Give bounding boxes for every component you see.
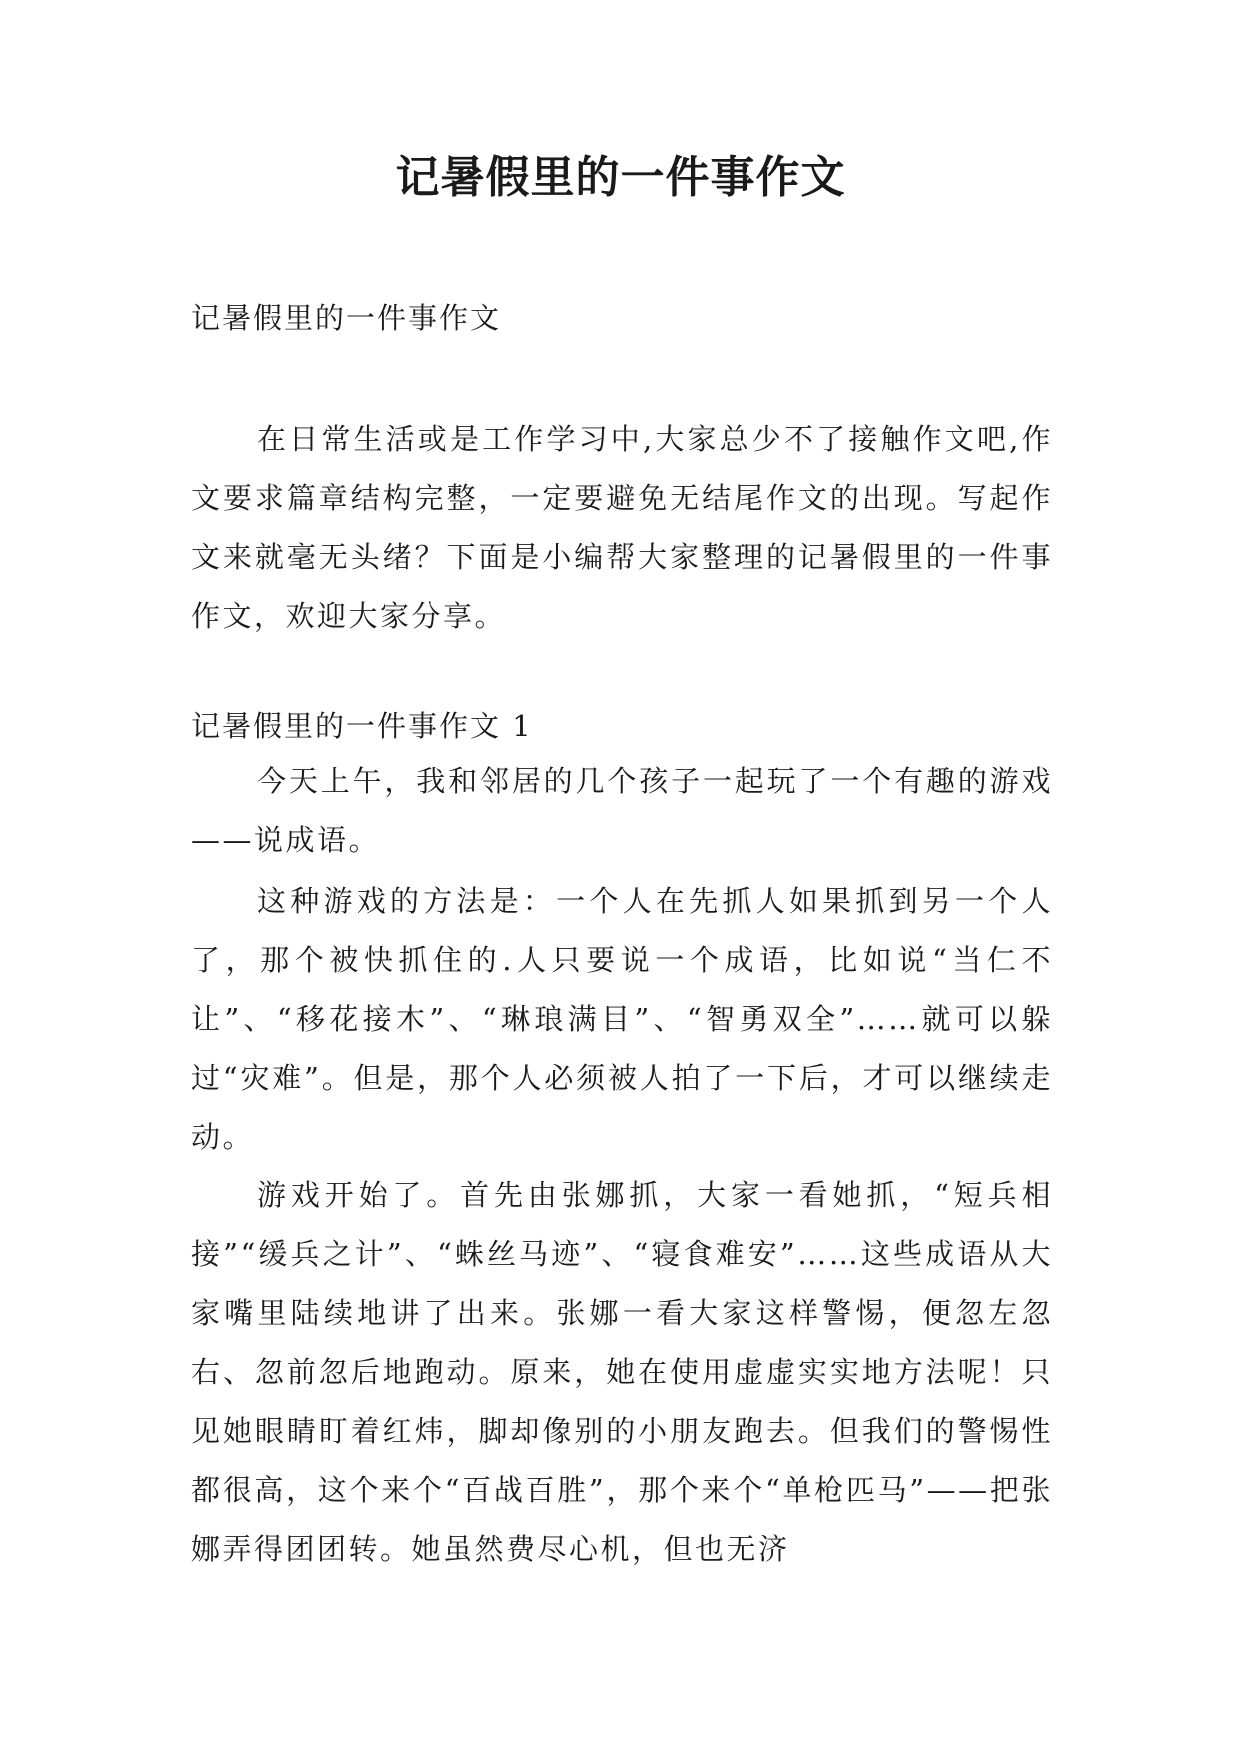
- document-title: 记暑假里的一件事作文: [395, 152, 846, 203]
- intro-paragraph: 在日常生活或是工作学习中,大家总少不了接触作文吧,作文要求篇章结构完整，一定要避免无结尾作文的出现。写起作文来就毫无头绪？下面是小编帮大家整理的记暑假里的一件事作文，欢迎大家分享。: [191, 422, 1053, 633]
- document-subtitle: 记暑假里的一件事作文: [191, 301, 502, 335]
- body-paragraph: 游戏开始了。首先由张娜抓，大家一看她抓，“短兵相接”“缓兵之计”、“蛛丝马迹”、“寝食难安”……这些成语从大家嘴里陆续地讲了出来。张娜一看大家这样警惕，便忽左忽右、忽前忽后地跑动。原来，她在使用虚虚实实地方法呢！只见她眼睛盯着红炜，脚却像别的小朋友跑去。但我们的警惕性都很高，这个来个“百战百胜”，那个来个“单枪匹马”——把张娜弄得团团转。她虽然费尽心机，但也无济: [191, 1178, 1053, 1566]
- body-paragraph: 这种游戏的方法是：一个人在先抓人如果抓到另一个人了，那个被快抓住的.人只要说一个成语，比如说“当仁不让”、“移花接木”、“琳琅满目”、“智勇双全”……就可以躲过“灾难”。但是，那个人必须被人拍了一下后，才可以继续走动。: [191, 884, 1053, 1154]
- body-paragraph: 今天上午，我和邻居的几个孩子一起玩了一个有趣的游戏——说成语。: [191, 764, 1053, 857]
- section-heading: 记暑假里的一件事作文 1: [191, 709, 533, 743]
